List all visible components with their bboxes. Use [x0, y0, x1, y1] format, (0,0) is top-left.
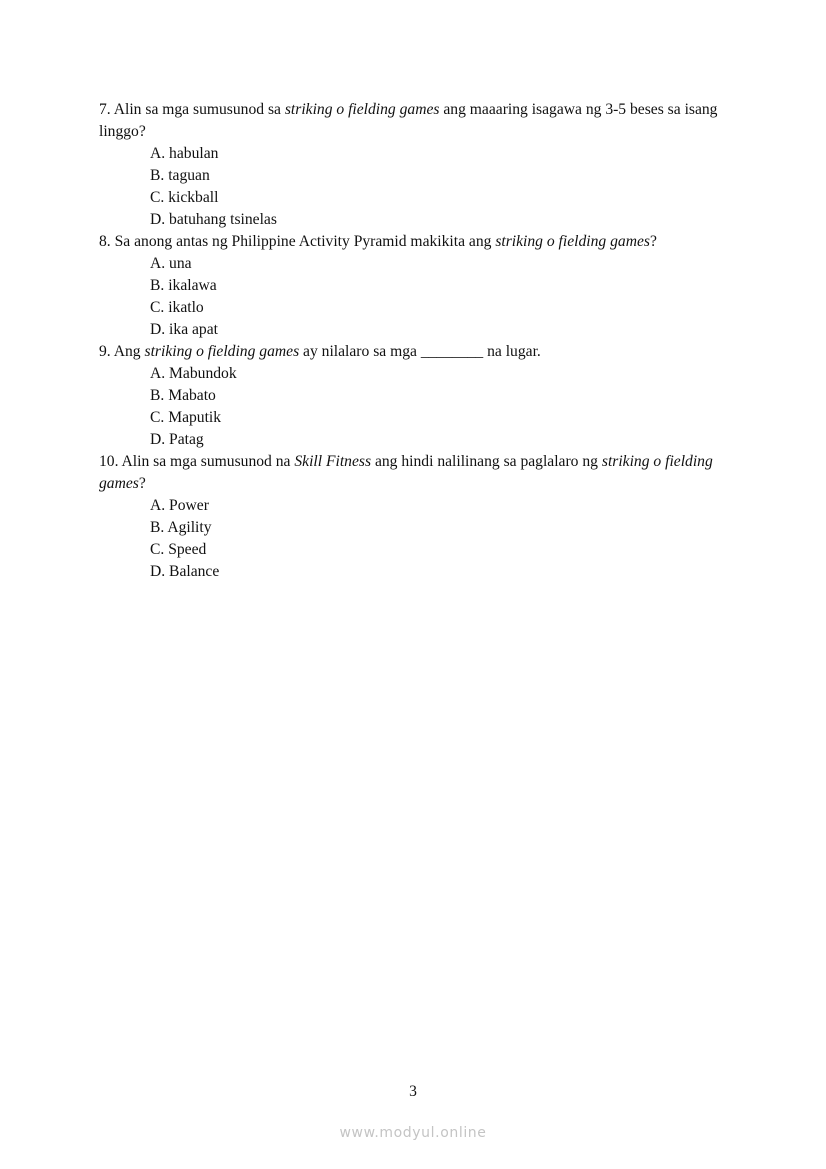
choice-item: C. Maputik — [150, 409, 222, 426]
choice-item: B. taguan — [150, 167, 210, 184]
watermark-text: www.modyul.online — [339, 1125, 487, 1141]
question-block — [99, 341, 729, 451]
choice-item: C. Speed — [150, 541, 207, 558]
page-number: 3 — [409, 1083, 417, 1100]
choice-item: C. ikatlo — [150, 299, 204, 316]
choice-item: A. una — [150, 255, 192, 272]
choice-item: A. habulan — [150, 145, 219, 162]
question-text-segment: ang maaaring isagawa ng 3-5 beses sa isang linggo? — [99, 101, 718, 140]
question-text — [99, 341, 729, 363]
question-italic-term: striking o fielding games — [99, 453, 713, 492]
question-text — [99, 451, 729, 495]
question-text-segment: Ang — [113, 343, 145, 360]
question-italic-term: Skill Fitness — [294, 453, 372, 470]
choice-item: A. Power — [150, 497, 209, 514]
choice-item: D. Patag — [150, 431, 204, 448]
question-block — [99, 451, 729, 583]
choice-list — [99, 253, 729, 341]
choice-item: D. ika apat — [150, 321, 218, 338]
question-text — [99, 99, 729, 143]
question-block — [99, 231, 729, 341]
choice-item: A. Mabundok — [150, 365, 237, 382]
question-text-segment: ? — [649, 233, 657, 250]
question-italic-term: striking o fielding games — [284, 101, 440, 118]
question-text-segment: Alin sa mga sumusunod sa — [113, 101, 285, 118]
question-number: 7. — [99, 101, 111, 118]
question-number: 10. — [99, 453, 119, 470]
choice-item: D. batuhang tsinelas — [150, 211, 277, 228]
question-text-segment: ay nilalaro sa mga ________ na lugar. — [299, 343, 541, 360]
question-text-segment: Sa anong antas ng Philippine Activity Pyramid makikita ang — [114, 233, 496, 250]
question-text-segment: ? — [138, 475, 146, 492]
choice-item: B. Agility — [150, 519, 212, 536]
question-italic-term: striking o fielding games — [495, 233, 650, 250]
question-text-segment: Alin sa mga sumusunod na — [121, 453, 295, 470]
choice-list — [99, 363, 729, 451]
choice-list — [99, 495, 729, 583]
question-text-segment: ang hindi nalilinang sa paglalaro ng — [371, 453, 602, 470]
choice-list — [99, 143, 729, 231]
choice-item: B. ikalawa — [150, 277, 217, 294]
question-list — [99, 99, 729, 583]
question-number: 8. — [99, 233, 111, 250]
question-block — [99, 99, 729, 231]
choice-item: C. kickball — [150, 189, 219, 206]
choice-item: D. Balance — [150, 563, 220, 580]
choice-item: B. Mabato — [150, 387, 216, 404]
question-text — [99, 231, 729, 253]
question-italic-term: striking o fielding games — [144, 343, 300, 360]
question-number: 9. — [99, 343, 111, 360]
